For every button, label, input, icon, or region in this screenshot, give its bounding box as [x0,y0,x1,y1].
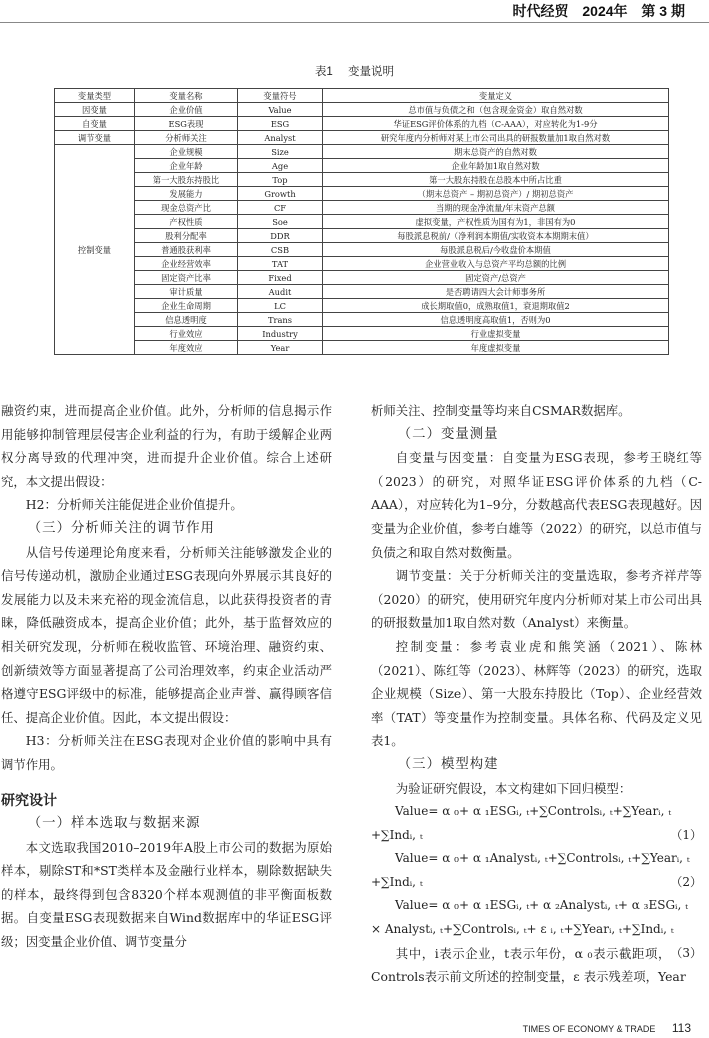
table-row [55,187,669,201]
table-cell: 虚拟变量，产权性质为国有为1，非国有为0 [323,215,669,229]
table-cell: Trans [238,313,323,327]
table-body [55,103,669,355]
right-column [371,399,702,989]
section-heading: （三）分析师关注的调节作用 [27,520,215,536]
paragraph: 控制变量：参考袁业虎和熊笑涵（2021）、陈林（2021）、陈红等（2023）、林辉等（2023）的研究，选取企业规模（Size）、第一大股东持股比（Top）、企业经营效率（TAT）等变量作为控制变量。具体名称、代码及定义见表1。 [371,638,702,749]
table-row [55,117,669,131]
left-column [1,399,332,954]
table-cell: 控制变量 [55,145,135,355]
table-cell: 是否聘请四大会计师事务所 [323,285,669,299]
table-row [55,215,669,229]
table-cell: Soe [238,215,323,229]
equation-1-cont: +∑Indᵢ, ₜ （1） [371,827,702,842]
table-cell: 自变量 [55,117,135,131]
hypothesis-h3: H3：分析师关注在ESG表现对企业价值的影响中具有调节作用。 [1,733,332,772]
table-row [55,159,669,173]
table-cell: 行业效应 [135,327,238,341]
section-heading: （三）模型构建 [397,756,499,772]
table-cell: Top [238,173,323,187]
table-row [55,201,669,215]
page-header [0,0,709,22]
table-cell: Industry [238,327,323,341]
table-cell: 期末总资产的自然对数 [323,145,669,159]
table-cell: 因变量 [55,103,135,117]
table-cell: 企业规模 [135,145,238,159]
section-heading: （一）样本选取与数据来源 [27,816,201,832]
paragraph: 析师关注、控制变量等均来自CSMAR数据库。 [371,403,631,418]
table-cell: 行业虚拟变量 [323,327,669,341]
section-heading: （二）变量测量 [397,426,499,442]
table-header-cell: 变量符号 [238,89,323,103]
table-cell: 审计质量 [135,285,238,299]
table-cell: ESG表现 [135,117,238,131]
header-rule [0,22,709,23]
table-cell: 信息透明度 [135,313,238,327]
table-cell: TAT [238,257,323,271]
table-row [55,131,669,145]
variable-table [54,88,669,355]
table-cell: 股利分配率 [135,229,238,243]
table-cell: 年度效应 [135,341,238,355]
table-row [55,299,669,313]
table-cell: Growth [238,187,323,201]
table-cell: 研究年度内分析师对某上市公司出具的研报数量加1取自然对数 [323,131,669,145]
table-row [55,313,669,327]
paragraph: 融资约束，进而提高企业价值。此外，分析师的信息揭示作用能够抑制管理层侵害企业利益的行为，有助于缓解企业两权分离导致的代理冲突，进而提升企业价值。综合上述研究，本文提出假设： [1,403,332,489]
table-caption-number: 表1 [314,66,333,78]
table-caption [0,63,709,79]
table-cell: （期末总资产 – 期初总资产）/ 期初总资产 [323,187,669,201]
table-cell: 发展能力 [135,187,238,201]
table-cell: 第一大股东持股比 [135,173,238,187]
table-header-row [55,89,669,103]
table-row [55,173,669,187]
table-cell: CF [238,201,323,215]
table-cell: 企业营业收入与总资产平均总额的比例 [323,257,669,271]
table-cell: 总市值与负债之和（包含现金资金）取自然对数 [323,103,669,117]
table-cell: DDR [238,229,323,243]
table-cell: Audit [238,285,323,299]
table-cell: 企业年龄加1取自然对数 [323,159,669,173]
table-cell: LC [238,299,323,313]
table-cell: Year [238,341,323,355]
journal-name: 时代经贸 [512,3,569,19]
equation-2: Value= α ₀+ α ₁Analystᵢ, ₜ+∑Controlsᵢ, ₜ+∑Yearᵢ, ₜ [395,851,690,866]
hypothesis-h2: H2：分析师关注能促进企业价值提升。 [25,497,243,513]
table-cell: Size [238,145,323,159]
equation-3: Value= α ₀+ α ₁ESGᵢ, ₜ+ α ₂Analystᵢ, ₜ+ α ₃ESGᵢ, ₜ [395,898,689,913]
table-cell: Fixed [238,271,323,285]
table-cell: 固定资产/总资产 [323,271,669,285]
table-cell: 普通股获利率 [135,243,238,257]
equation-3-cont: × Analystᵢ, ₜ+∑Controlsᵢ, ₜ+ ε ᵢ, ₜ+∑Yearᵢ, ₜ+∑Indᵢ, ₜ （3） [371,922,702,960]
paragraph: 自变量与因变量：自变量为ESG表现，参考王晓红等（2023）的研究，对照华证ESG评价体系的九档（C-AAA），对应转化为1–9分，分数越高代表ESG表现越好。因变量为企业价值，参考白雄等（2022）的研究，以总市值与负债之和取自然对数衡量。 [371,450,702,560]
table-cell: 企业年龄 [135,159,238,173]
table-row [55,229,669,243]
table-cell: 年度虚拟变量 [323,341,669,355]
equation-2-cont: +∑Indᵢ, ₜ （2） [371,874,702,889]
paragraph: 为验证研究假设，本文构建如下回归模型： [395,780,632,796]
table-cell: 成长期取值0，成熟取值1，衰退期取值2 [323,299,669,313]
equation-1: Value= α ₀+ α ₁ESGᵢ, ₜ+∑Controlsᵢ, ₜ+∑Yearᵢ, ₜ [395,804,672,819]
table-header-cell: 变量类型 [55,89,135,103]
table-cell: 每股派息税后/今收盘价本期值 [323,243,669,257]
page-footer [523,1021,691,1035]
table-row [55,243,669,257]
table-cell: 每股派息税前/（净利润本期值/实收资本本期期末值） [323,229,669,243]
table-cell: 调节变量 [55,131,135,145]
table-cell: 分析师关注 [135,131,238,145]
table-header-cell: 变量名称 [135,89,238,103]
table-cell: Analyst [238,131,323,145]
journal-issue: 第 3 期 [641,3,685,19]
table-cell: Value [238,103,323,117]
page-number: 113 [671,1021,691,1035]
paragraph: 其中，i表示企业，t表示年份，α ₀表示截距项，Controls表示前文所述的控制变量，ε 表示残差项，Year [371,945,686,985]
table-row [55,285,669,299]
table-cell: Age [238,159,323,173]
journal-year: 2024年 [582,3,628,19]
table-row [55,257,669,271]
table-cell: CSB [238,243,323,257]
table-cell: 产权性质 [135,215,238,229]
table-cell: ESG [238,117,323,131]
table-cell: 企业经营效率 [135,257,238,271]
table-row [55,341,669,355]
table-cell: 当期的现金净流量/年末资产总额 [323,201,669,215]
paragraph: 调节变量：关于分析师关注的变量选取，参考齐祥芹等（2020）的研究，使用研究年度内分析师对某上市公司出具的研报数量加1取自然对数（Analyst）来衡量。 [371,568,702,631]
table-cell: 信息透明度高取值1，否则为0 [323,313,669,327]
header-text [502,1,685,21]
table-cell: 企业价值 [135,103,238,117]
table-row [55,271,669,285]
table-cell: 企业生命周期 [135,299,238,313]
table-cell: 固定资产比率 [135,271,238,285]
table-row [55,145,669,159]
paragraph: 本文选取我国2010–2019年A股上市公司的数据为原始样本，剔除ST和*ST类样本及金融行业样本，剔除数据缺失的样本，最终得到包含8320个样本观测值的非平衡面板数据。自变量ESG表现数据来自Wind数据库中的华证ESG评级；因变量企业价值、调节变量分 [1,839,332,950]
section-title: 研究设计 [1,791,57,808]
table-row [55,327,669,341]
table-cell: 华证ESG评价体系的九档（C-AAA），对应转化为1-9分 [323,117,669,131]
table-cell: 第一大股东持股在总股本中所占比重 [323,173,669,187]
footer-journal-name: TIMES OF ECONOMY & TRADE [522,1024,656,1034]
table-caption-title: 变量说明 [348,66,395,78]
table-cell: 现金总资产比 [135,201,238,215]
paragraph: 从信号传递理论角度来看，分析师关注能够激发企业的信号传递动机，激励企业通过ESG表现向外界展示其良好的发展能力以及未来充裕的现金流信息，以此获得投资者的青睐，降低融资成本，提高企业价值；此外，基于监督效应的相关研究发现，分析师在税收监管、环境治理、融资约束、创新绩效等方面显著提高了公司治理效率，约束企业活动严格遵守ESG评级中的标准，能够提高企业声誉、赢得顾客信任、提高企业价值。因此，本文提出假设： [1,544,332,725]
table-header-cell: 变量定义 [323,89,669,103]
table-row [55,103,669,117]
